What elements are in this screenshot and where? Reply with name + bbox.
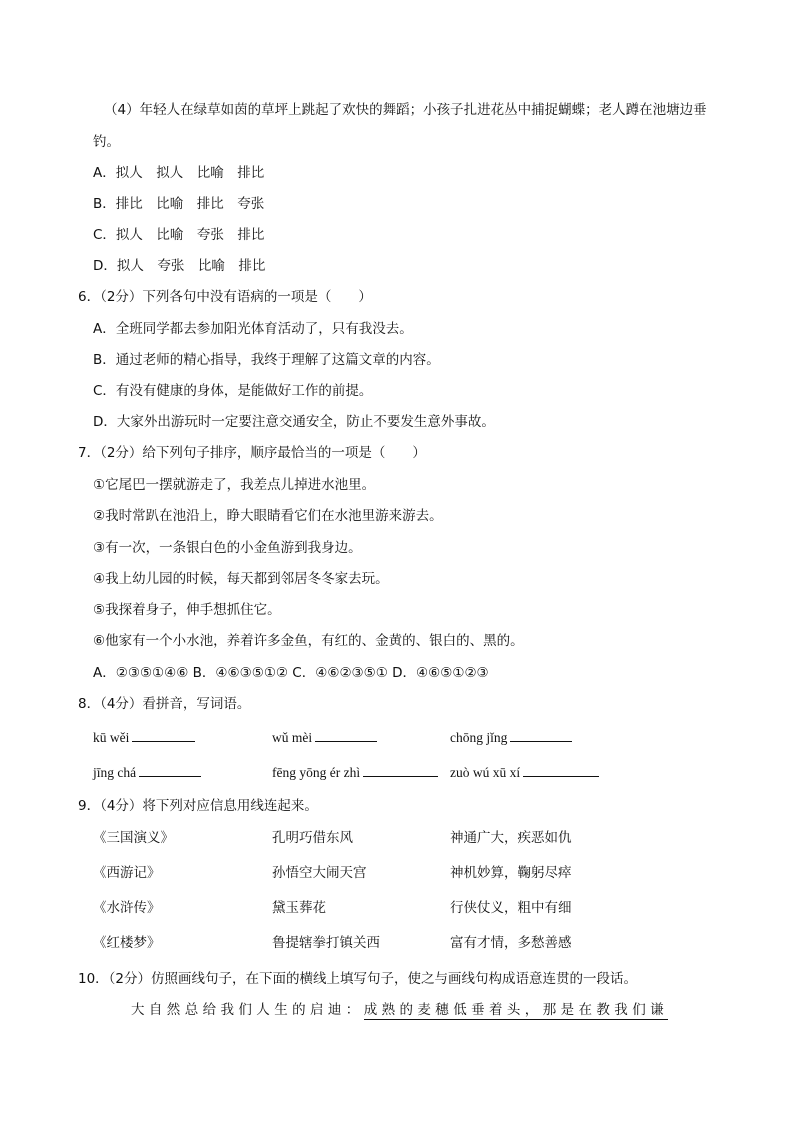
q7-sentence-4: ④我上幼儿园的时候，每天都到邻居冬冬家去玩。 <box>93 571 389 587</box>
q6-option-b: B．通过老师的精心指导，我终于理解了这篇文章的内容。 <box>93 352 440 368</box>
q8-stem: 8．（4分）看拼音，写词语。 <box>78 696 251 712</box>
answer-blank[interactable] <box>132 728 195 742</box>
q8-item-6 <box>450 763 599 782</box>
q9-event-1[interactable]: 孔明巧借东风 <box>272 830 353 846</box>
answer-blank[interactable] <box>523 763 599 777</box>
q8-pinyin-5: fēng yōng ér zhì <box>272 765 361 780</box>
q9-trait-3[interactable]: 行侠仗义，粗中有细 <box>450 900 572 916</box>
q6-stem: 6．（2分）下列各句中没有语病的一项是（ ） <box>78 289 372 305</box>
q9-event-3[interactable]: 黛玉葬花 <box>272 900 326 916</box>
q5-option-d: D．拟人 夸张 比喻 排比 <box>93 258 266 274</box>
q9-event-4[interactable]: 鲁提辖拳打镇关西 <box>272 935 380 951</box>
q8-pinyin-2: wǔ mèi <box>272 730 313 745</box>
q10-stem: 10．（2分）仿照画线句子，在下面的横线上填写句子，使之与画线句构成语意连贯的一段话。 <box>78 971 638 987</box>
q8-item-4 <box>93 763 201 782</box>
q7-sentence-1: ①它尾巴一摆就游走了，我差点儿掉进水池里。 <box>93 477 376 493</box>
q8-item-5 <box>272 763 438 782</box>
q9-trait-1[interactable]: 神通广大，疾恶如仇 <box>450 830 572 846</box>
q5-option-a: A．拟人 拟人 比喻 排比 <box>93 165 265 181</box>
q9-book-1[interactable]: 《三国演义》 <box>93 830 174 846</box>
q9-book-2[interactable]: 《西游记》 <box>93 865 161 881</box>
q5-option-b: B．排比 比喻 排比 夸张 <box>93 196 265 212</box>
q8-pinyin-3: chōng jǐng <box>450 730 508 745</box>
q9-stem: 9．（4分）将下列对应信息用线连起来。 <box>78 798 318 814</box>
q8-pinyin-1: kū wěi <box>93 730 130 745</box>
q10-lead-text: 大自然总给我们人生的启迪： <box>131 1002 364 1018</box>
q6-option-a: A．全班同学都去参加阳光体育活动了，只有我没去。 <box>93 321 413 337</box>
q7-sentence-6: ⑥他家有一个小水池，养着许多金鱼，有红的、金黄的、银白的、黑的。 <box>93 633 524 649</box>
q7-sentence-2: ②我时常趴在池沿上，睁大眼睛看它们在水池里游来游去。 <box>93 508 443 524</box>
q5-option-c: C．拟人 比喻 夸张 排比 <box>93 227 265 243</box>
q8-pinyin-4: jīng chá <box>93 765 137 780</box>
answer-blank[interactable] <box>139 763 201 777</box>
q7-sentence-5: ⑤我探着身子，伸手想抓住它。 <box>93 602 281 618</box>
q9-book-4[interactable]: 《红楼梦》 <box>93 935 161 951</box>
q10-underlined-sentence: 成熟的麦穗低垂着头，那是在教我们谦 <box>363 1002 669 1018</box>
q9-trait-2[interactable]: 神机妙算，鞠躬尽瘁 <box>450 865 572 881</box>
q9-trait-4[interactable]: 富有才情，多愁善感 <box>450 935 572 951</box>
q7-stem: 7．（2分）给下列句子排序，顺序最恰当的一项是（ ） <box>78 445 426 461</box>
q6-option-c: C．有没有健康的身体，是能做好工作的前提。 <box>93 383 373 399</box>
q8-item-1 <box>93 728 195 747</box>
q9-event-2[interactable]: 孙悟空大闹天宫 <box>272 865 367 881</box>
q9-book-3[interactable]: 《水浒传》 <box>93 900 161 916</box>
q6-option-d: D．大家外出游玩时一定要注意交通安全，防止不要发生意外事故。 <box>93 414 495 430</box>
q5-item4-text-line1: （4）年轻人在绿草如茵的草坪上跳起了欢快的舞蹈；小孩子扎进花丛中捕捉蝴蝶；老人蹲在池塘边垂 <box>104 102 707 118</box>
answer-blank[interactable] <box>363 763 438 777</box>
answer-blank[interactable] <box>315 728 377 742</box>
q8-item-3 <box>450 728 572 747</box>
q8-pinyin-6: zuò wú xū xí <box>450 765 521 780</box>
q7-sentence-3: ③有一次，一条银白色的小金鱼游到我身边。 <box>93 540 362 556</box>
q10-passage <box>131 1001 668 1019</box>
q7-options: A．②③⑤①④⑥ B．④⑥③⑤①② C．④⑥②③⑤① D．④⑥⑤①②③ <box>93 665 489 681</box>
q5-item4-text-line2: 钓。 <box>93 134 120 150</box>
answer-blank[interactable] <box>510 728 572 742</box>
q8-item-2 <box>272 728 377 747</box>
